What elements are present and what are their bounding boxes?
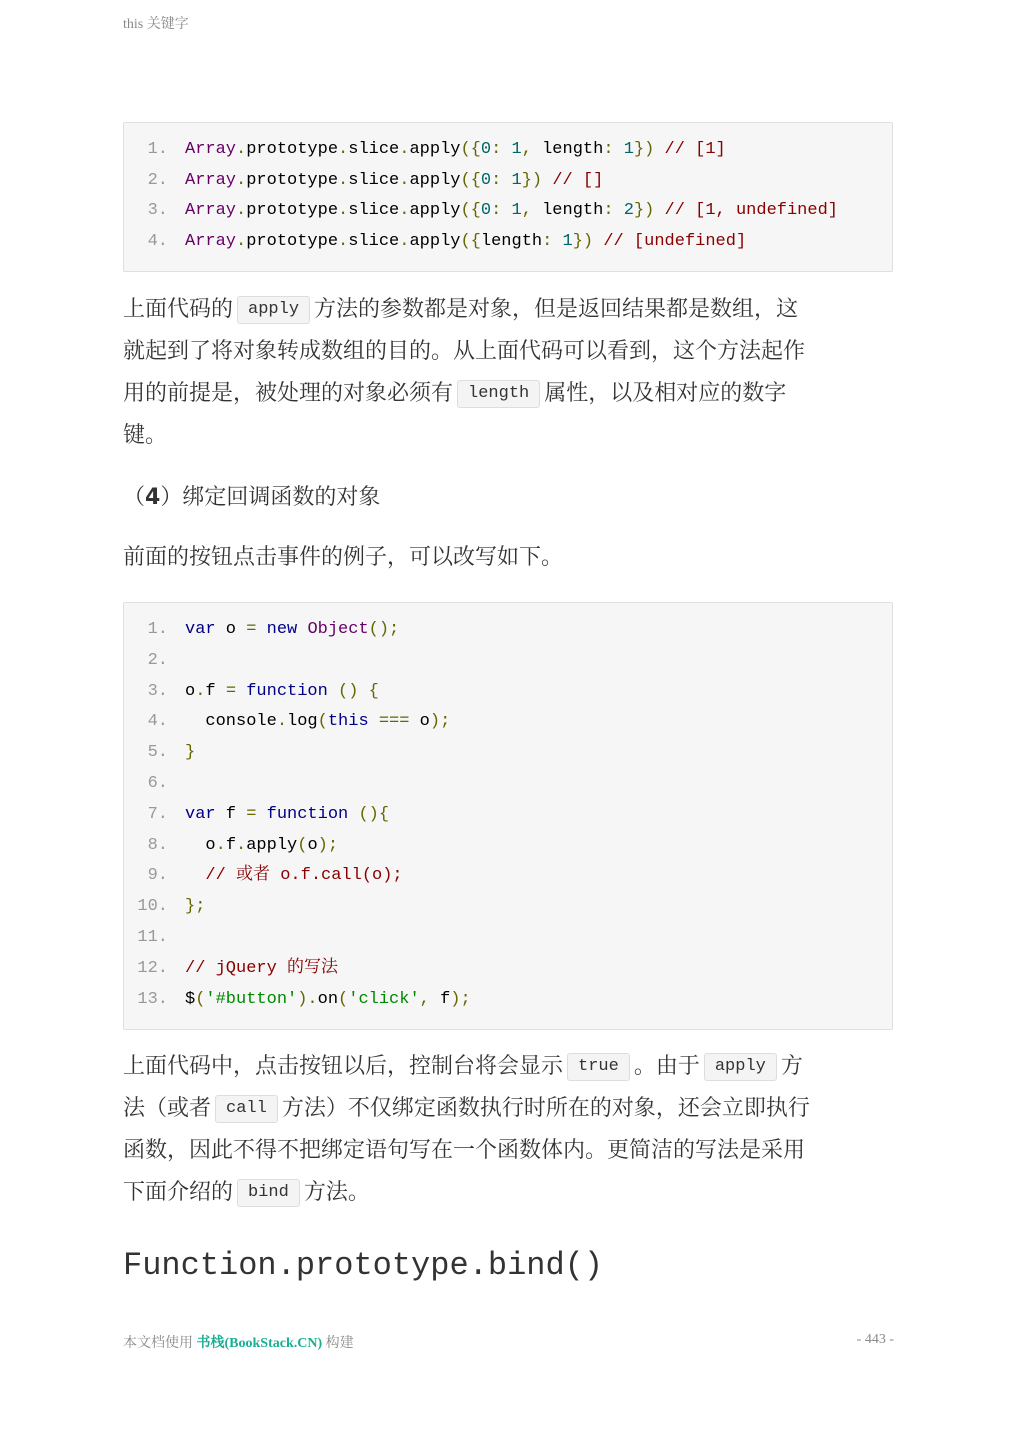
- code-text: [185, 895, 205, 919]
- code-token: };: [185, 897, 206, 917]
- code-token: [256, 805, 266, 824]
- code-token: // 或者 o.f.call(o);: [205, 866, 403, 886]
- line-number: 8.: [147, 835, 168, 855]
- text-span: 方法）不仅绑定函数执行时所在的对象，还会立即执行: [281, 1096, 810, 1121]
- code-token: .: [276, 712, 288, 732]
- code-token: prototype: [246, 140, 339, 159]
- paragraph-line: 前面的按钮点击事件的例子，可以改写如下。: [123, 545, 564, 570]
- heading-paren-open: （: [123, 485, 146, 510]
- line-number: 2.: [147, 170, 168, 190]
- code-token: (: [195, 989, 206, 1009]
- code-token: apply: [409, 170, 461, 190]
- code-token: .: [338, 170, 349, 190]
- code-token: 'click': [348, 989, 420, 1009]
- code-token: 1: [511, 201, 522, 221]
- code-token: .: [236, 140, 247, 159]
- code-line: [124, 957, 892, 981]
- paragraph-line: [123, 289, 798, 331]
- code-token: ({: [460, 232, 481, 252]
- code-token: :: [603, 140, 614, 159]
- text-span: 方法。: [303, 1180, 370, 1205]
- code-token: .: [195, 681, 206, 701]
- code-text: [185, 834, 338, 858]
- text-span: 方法的参数都是对象，但是返回结果都是数组，这: [314, 297, 799, 322]
- code-token: );: [429, 712, 451, 732]
- code-token: [501, 201, 511, 220]
- inline-code-apply: apply: [704, 1053, 777, 1081]
- paragraph-line: [123, 373, 786, 415]
- code-token: .: [236, 170, 247, 190]
- paragraph-bind-explanation: [123, 1046, 898, 1214]
- code-token: =: [246, 804, 257, 824]
- code-token: {: [368, 681, 379, 701]
- code-token: .: [338, 201, 349, 221]
- paragraph-line: 函数，因此不得不把绑定语句写在一个函数体内。更简洁的写法是采用: [123, 1138, 806, 1163]
- code-token: }: [185, 743, 196, 763]
- code-line: [124, 834, 892, 858]
- code-token: '#button': [205, 989, 298, 1009]
- code-token: .: [236, 835, 247, 855]
- code-token: [614, 140, 624, 159]
- line-number: 4.: [147, 232, 168, 252]
- heading-paren-close: ）: [160, 485, 183, 510]
- code-token: apply: [246, 835, 298, 855]
- code-token: prototype: [246, 201, 339, 221]
- code-token: o: [409, 712, 430, 732]
- code-token: (){: [358, 804, 390, 824]
- code-token: [369, 712, 379, 731]
- code-line: [124, 199, 892, 223]
- inline-code-true: true: [567, 1053, 630, 1081]
- code-line: [124, 618, 892, 642]
- code-token: // [1]: [664, 140, 726, 159]
- code-token: $: [185, 989, 196, 1009]
- code-token: (: [338, 989, 349, 1009]
- code-token: var: [185, 620, 216, 639]
- code-token: Array: [185, 170, 237, 190]
- code-text: [185, 864, 403, 888]
- footer-prefix: 本文档使用: [123, 1336, 193, 1351]
- code-token: :: [491, 170, 502, 190]
- code-token: =: [225, 681, 237, 701]
- code-token: [256, 620, 266, 639]
- code-token: // [1, undefined]: [664, 201, 838, 221]
- text-span: 上面代码中，点击按钮以后，控制台将会显示: [123, 1054, 564, 1079]
- code-token: Array: [185, 201, 237, 221]
- code-token: :: [491, 140, 502, 159]
- inline-code-bind: bind: [237, 1179, 300, 1207]
- page-number: - 443 -: [856, 1332, 894, 1347]
- code-token: slice: [348, 140, 400, 159]
- line-number: 2.: [147, 650, 168, 670]
- line-number: 1.: [147, 140, 168, 159]
- footer-credit: [123, 1332, 354, 1352]
- code-block-bind-example: [123, 602, 893, 1030]
- code-token: console: [185, 712, 277, 732]
- code-token: [185, 866, 205, 885]
- code-token: :: [603, 201, 614, 221]
- code-token: slice: [348, 201, 400, 221]
- code-token: }): [633, 201, 655, 221]
- code-token: [358, 682, 368, 701]
- code-token: o: [307, 835, 318, 855]
- code-token: // jQuery 的写法: [185, 958, 339, 978]
- code-token: ,: [521, 201, 532, 221]
- code-token: Array: [185, 140, 237, 159]
- paragraph-line: 键。: [123, 423, 168, 448]
- line-number: 1.: [147, 620, 168, 639]
- line-number: 5.: [147, 743, 168, 763]
- line-number: 3.: [147, 201, 168, 221]
- line-number: 11.: [137, 928, 168, 947]
- code-text: [185, 957, 338, 981]
- code-token: .: [399, 140, 410, 159]
- code-token: .: [399, 232, 410, 252]
- code-token: .: [215, 835, 226, 855]
- section-heading-function-bind: Function.prototype.bind(): [123, 1247, 604, 1284]
- code-token: }): [572, 232, 594, 252]
- code-token: [236, 682, 246, 701]
- code-line: [124, 864, 892, 888]
- code-token: length: [480, 232, 543, 252]
- line-number: 13.: [137, 989, 168, 1009]
- code-token: slice: [348, 232, 400, 252]
- code-token: apply: [409, 140, 461, 159]
- code-token: 1: [562, 232, 573, 252]
- code-line: [124, 710, 892, 734]
- code-line: [124, 772, 892, 796]
- text-span: 下面介绍的: [123, 1180, 234, 1205]
- code-token: ===: [378, 712, 410, 732]
- text-span: 法（或者: [123, 1096, 212, 1121]
- footer-suffix: 构建: [325, 1336, 354, 1351]
- line-number: 9.: [147, 866, 168, 886]
- code-token: );: [450, 989, 471, 1009]
- code-line: [124, 680, 892, 704]
- paragraph-line: [123, 1088, 810, 1130]
- paragraph-line: 就起到了将对象转成数组的目的。从上面代码可以看到，这个方法起作: [123, 339, 806, 364]
- code-token: on: [317, 989, 339, 1009]
- inline-code-length: length: [457, 380, 540, 408]
- code-token: .: [236, 201, 247, 221]
- code-token: [542, 171, 552, 190]
- line-number: 4.: [147, 712, 168, 732]
- code-line: [124, 988, 892, 1012]
- code-token: ,: [521, 140, 532, 159]
- inline-code-call: call: [215, 1095, 278, 1123]
- text-span: 。由于: [633, 1054, 700, 1079]
- code-token: (: [297, 835, 308, 855]
- code-token: log: [287, 712, 318, 732]
- code-token: o: [215, 620, 247, 639]
- code-token: (): [338, 681, 359, 701]
- code-token: ,: [419, 989, 430, 1009]
- code-text: [185, 988, 471, 1012]
- code-token: 0: [480, 170, 492, 190]
- footer-bookstack-link[interactable]: 书栈(BookStack.CN): [196, 1336, 323, 1351]
- code-token: ();: [368, 620, 400, 639]
- code-text: [185, 741, 195, 765]
- code-token: length: [531, 140, 604, 159]
- code-token: [297, 620, 307, 639]
- code-token: prototype: [246, 232, 339, 252]
- code-block-array-slice: [123, 122, 893, 272]
- running-header: this 关键字: [123, 17, 189, 32]
- code-text: [185, 169, 603, 193]
- code-line: [124, 138, 892, 162]
- code-token: .: [236, 232, 247, 252]
- code-token: 1: [623, 140, 634, 159]
- code-line: [124, 926, 892, 950]
- paragraph-rewrite-intro: [123, 537, 898, 579]
- code-token: o: [185, 835, 216, 855]
- code-token: Array: [185, 232, 237, 252]
- code-token: }): [521, 170, 543, 190]
- code-token: Object: [307, 620, 369, 639]
- subheading-bind-callback: [123, 478, 380, 518]
- paragraph-apply-explanation: [123, 289, 898, 457]
- line-number: 3.: [147, 681, 168, 701]
- inline-code-apply: apply: [237, 296, 310, 324]
- heading-text: 绑定回调函数的对象: [182, 485, 381, 510]
- code-token: :: [491, 201, 502, 221]
- code-text: [185, 199, 838, 223]
- code-token: slice: [348, 170, 400, 190]
- code-token: =: [246, 620, 257, 639]
- paragraph-line: [123, 1046, 803, 1088]
- line-number: 6.: [147, 774, 168, 793]
- code-token: (: [317, 712, 328, 732]
- code-token: [654, 201, 664, 220]
- code-token: [654, 140, 664, 159]
- text-span: 属性，以及相对应的数字: [544, 381, 787, 406]
- code-text: [185, 710, 450, 734]
- code-token: .: [338, 140, 349, 159]
- heading-number: 4: [145, 485, 161, 510]
- code-token: // [undefined]: [603, 232, 747, 252]
- paragraph-line: [123, 1172, 370, 1214]
- code-token: );: [317, 835, 339, 855]
- code-token: [501, 140, 511, 159]
- code-line: [124, 741, 892, 765]
- code-token: [593, 232, 603, 251]
- code-line: [124, 649, 892, 673]
- code-token: 1: [511, 170, 522, 190]
- code-token: function: [246, 681, 328, 701]
- code-token: ({: [460, 140, 481, 159]
- code-line: [124, 230, 892, 254]
- code-token: prototype: [246, 170, 339, 190]
- code-token: .: [338, 232, 349, 252]
- code-token: .: [399, 201, 410, 221]
- code-token: new: [266, 620, 298, 639]
- code-token: }): [633, 140, 655, 159]
- code-token: 1: [511, 140, 522, 159]
- code-token: .: [399, 170, 410, 190]
- code-token: 0: [480, 201, 492, 221]
- code-token: // []: [552, 170, 604, 190]
- code-token: 2: [623, 201, 634, 221]
- code-token: f: [205, 681, 226, 701]
- text-span: 用的前提是，被处理的对象必须有: [123, 381, 454, 406]
- code-token: var: [185, 804, 216, 824]
- code-token: f: [215, 804, 247, 824]
- text-span: 方: [780, 1054, 803, 1079]
- code-token: apply: [409, 232, 461, 252]
- code-token: 0: [480, 140, 492, 159]
- code-token: this: [327, 712, 369, 732]
- code-token: length: [531, 201, 604, 221]
- code-token: ({: [460, 201, 481, 221]
- code-token: function: [266, 804, 349, 824]
- code-line: [124, 169, 892, 193]
- line-number: 12.: [137, 958, 168, 978]
- code-text: [185, 230, 746, 254]
- code-line: [124, 803, 892, 827]
- line-number: 10.: [137, 897, 168, 917]
- line-number: 7.: [147, 804, 168, 824]
- code-token: [328, 682, 338, 701]
- code-token: [348, 805, 358, 824]
- code-token: f: [429, 989, 451, 1009]
- code-text: [185, 618, 399, 642]
- text-span: 上面代码的: [123, 297, 234, 322]
- code-token: f: [225, 835, 237, 855]
- code-text: [185, 138, 726, 162]
- code-token: ).: [297, 989, 318, 1009]
- code-token: :: [542, 232, 553, 252]
- code-token: apply: [409, 201, 461, 221]
- code-token: o: [185, 681, 196, 701]
- code-token: [552, 232, 562, 251]
- code-token: [501, 171, 511, 190]
- code-token: [614, 201, 624, 220]
- code-line: [124, 895, 892, 919]
- code-text: [185, 680, 379, 704]
- code-text: [185, 803, 389, 827]
- code-token: ({: [460, 170, 481, 190]
